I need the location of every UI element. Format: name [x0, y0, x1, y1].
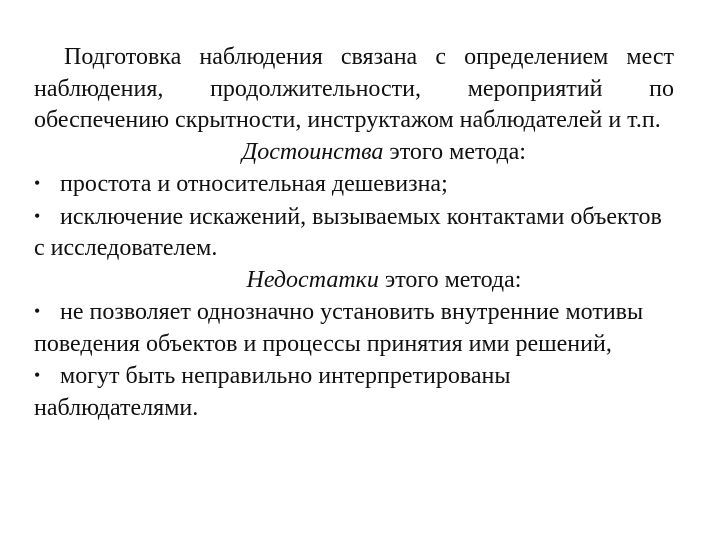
list-item-text: могут быть неправильно интерпретированы наблюдателями.	[34, 363, 511, 421]
intro-paragraph: Подготовка наблюдения связана с определением мест наблюдения, продолжительности, мероприятий по обеспечению скрытности, инструктажом наблюдателей и т.п.	[34, 44, 674, 133]
bullet-icon: •	[34, 205, 41, 226]
advantages-heading-rest: этого метода:	[383, 138, 526, 165]
bullet-icon: •	[34, 301, 41, 321]
bullet-icon: •	[34, 173, 41, 193]
disadvantages-heading-italic: Недостатки	[246, 266, 379, 293]
advantages-heading	[34, 137, 674, 169]
disadvantages-heading	[34, 265, 674, 297]
bullet-icon: •	[34, 365, 41, 385]
advantages-list	[34, 168, 674, 265]
list-item	[34, 168, 674, 201]
disadvantages-list	[34, 296, 674, 424]
disadvantages-heading-rest: этого метода:	[378, 266, 522, 293]
list-item-text: не позволяет однозначно установить внутренние мотивы поведения объектов и процессы принятия ими решений,	[34, 299, 644, 357]
advantages-heading-italic: Достоинства	[242, 138, 384, 165]
slide-body	[34, 42, 674, 424]
list-item	[34, 201, 674, 265]
list-item	[34, 360, 674, 424]
list-item-text: простота и относительная дешевизна;	[60, 171, 448, 197]
list-item-text: исключение искажений, вызываемых контактами объектов с исследователем.	[34, 203, 662, 261]
list-item	[34, 296, 674, 360]
